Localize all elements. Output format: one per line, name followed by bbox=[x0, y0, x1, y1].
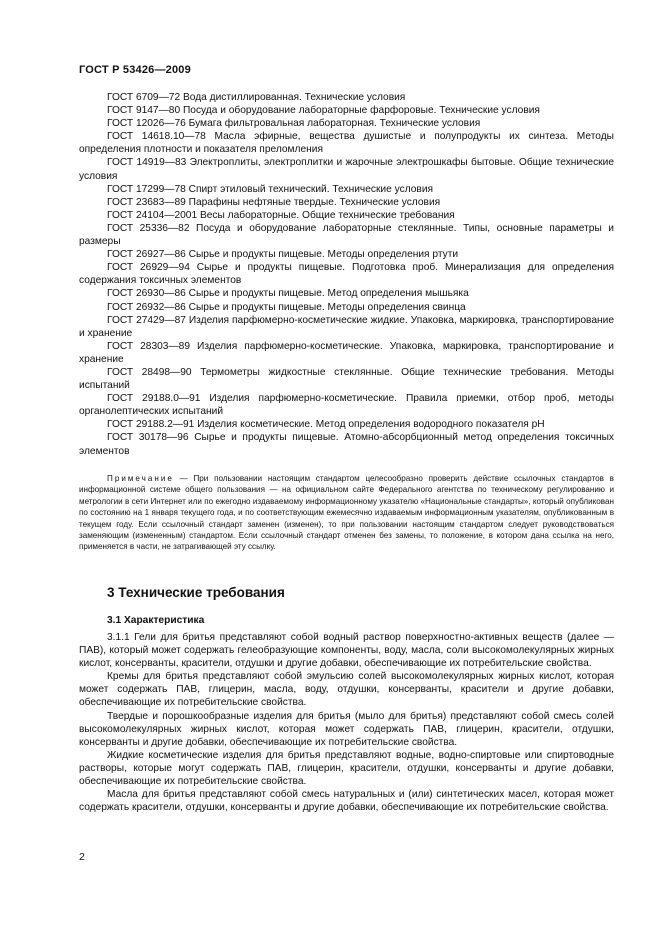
reference-item: ГОСТ 17299—78 Спирт этиловый технический. Технические условия bbox=[107, 183, 434, 195]
reference-item: ГОСТ 6709—72 Вода дистиллированная. Технические условия bbox=[107, 92, 406, 103]
body-paragraph: Масла для бритья представляют собой смесь натуральных и (или) синтетических масел, которая может содержать красители, отдушки, консерванты и другие добавки, обеспечивающие их потребительские свойства. bbox=[79, 789, 614, 814]
subsection-title: 3.1 Характеристика bbox=[107, 615, 205, 626]
reference-item: ГОСТ 26930—86 Сырье и продукты пищевые. Метод определения мышьяка bbox=[107, 288, 469, 300]
reference-item: ГОСТ 26929—94 Сырье и продукты пищевые. Подготовка проб. Минерализация для определения содержания токсичных элементов bbox=[79, 262, 614, 287]
body-paragraph: Кремы для бритья представляют собой эмульсию солей высокомолекулярных жирных кислот, которая может содержать ПАВ, глицерин, масла, воду, отдушки, консерванты, красители и другие добавки, обеспечивающие их потребительские свойства. bbox=[79, 671, 614, 709]
body-paragraph: Жидкие косметические изделия для бритья представляют водные, водно-спиртовые или спиртоводные растворы, которые могут содержать ПАВ, глицерин, красители, отдушки, консерванты и другие добавки, обеспечивающие их потребительские свойства. bbox=[79, 749, 614, 788]
reference-item: ГОСТ 26927—86 Сырье и продукты пищевые. Методы определения ртути bbox=[107, 249, 459, 261]
reference-item: ГОСТ 14919—83 Электроплиты, электроплитки и жарочные электрошкафы бытовые. Общие технические условия bbox=[79, 157, 614, 182]
reference-item: ГОСТ 29188.2—91 Изделия косметические. Метод определения водородного показателя pH bbox=[107, 419, 545, 431]
reference-item: ГОСТ 25336—82 Посуда и оборудование лабораторные стеклянные. Типы, основные параметры и размеры bbox=[79, 222, 614, 248]
reference-item: ГОСТ 24104—2001 Весы лабораторные. Общие технические требования bbox=[107, 209, 455, 221]
section-body bbox=[79, 631, 614, 814]
body-paragraph: 3.1.1 Гели для бритья представляют собой водный раствор поверхностно-активных веществ (далее — ПАВ), который может содержать гелеобразующие компоненты, воду, масла, соли высокомолекулярных жирных кислот, консерванты, красители, отдушки и другие добавки, обеспечивающие их потребительские свойства. bbox=[79, 632, 614, 670]
reference-item: ГОСТ 14618.10—78 Масла эфирные, вещества душистые и полупродукты их синтеза. Методы определения плотности и показателя преломления bbox=[79, 131, 614, 156]
normative-references-list bbox=[79, 91, 614, 458]
reference-item: ГОСТ 28303—89 Изделия парфюмерно-косметические. Упаковка, маркировка, транспортирование и хранение bbox=[79, 340, 614, 365]
document-header: ГОСТ Р 53426—2009 bbox=[79, 64, 191, 76]
reference-item: ГОСТ 23683—89 Парафины нефтяные твердые. Технические условия bbox=[107, 196, 441, 208]
reference-item: ГОСТ 30178—96 Сырье и продукты пищевые. Атомно-абсорбционный метод определения токсичных элементов bbox=[79, 432, 614, 457]
reference-item: ГОСТ 29188.0—91 Изделия парфюмерно-косметические. Правила приемки, отбор проб, методы органолептических испытаний bbox=[79, 393, 614, 418]
section-title: 3 Технические требования bbox=[107, 585, 285, 600]
reference-item: ГОСТ 26932—86 Сырье и продукты пищевые. Методы определения свинца bbox=[107, 301, 466, 313]
reference-item: ГОСТ 28498—90 Термометры жидкостные стеклянные. Общие технические требования. Методы испытаний bbox=[79, 366, 614, 392]
reference-item: ГОСТ 27429—87 Изделия парфюмерно-косметические жидкие. Упаковка, маркировка, транспортирование и хранение bbox=[79, 314, 614, 339]
reference-item: ГОСТ 9147—80 Посуда и оборудование лабораторные фарфоровые. Технические условия bbox=[107, 105, 540, 117]
page-number: 2 bbox=[79, 851, 85, 863]
note-label: Примечание bbox=[107, 474, 174, 483]
reference-note bbox=[79, 473, 614, 553]
body-paragraph: Твердые и порошкообразные изделия для бритья (мыло для бритья) представляют собой смесь солей высокомолекулярных жирных кислот, которая может содержать ПАВ, глицерин, красители, отдушки, консерванты и другие добавки, обеспечивающие их потребительские свойства. bbox=[79, 710, 614, 748]
reference-item: ГОСТ 12026—76 Бумага фильтровальная лабораторная. Технические условия bbox=[107, 118, 481, 130]
note-text: — При пользовании настоящим стандартом целесообразно проверить действие ссылочных стандартов в информационной системе общего пользования — на официальном сайте Федерального агентства по техническому регулированию и метрологии в сети Интернет или по ежегодно издаваемому информационному указателю «Национальные стандарты», который опубликован по состоянию на 1 января текущего года, и по соответствующим ежемесячно издаваемым информационным указателям, опубликованным в текущем году. Если ссылочный стандарт заменен (изменен), то при пользовании настоящим стандартом следует руководствоваться заменяющим (измененным) стандартом. Если ссылочный стандарт отменен без замены, то положение, в котором дана ссылка на него, применяется в части, не затрагивающей эту ссылку. bbox=[79, 474, 614, 552]
